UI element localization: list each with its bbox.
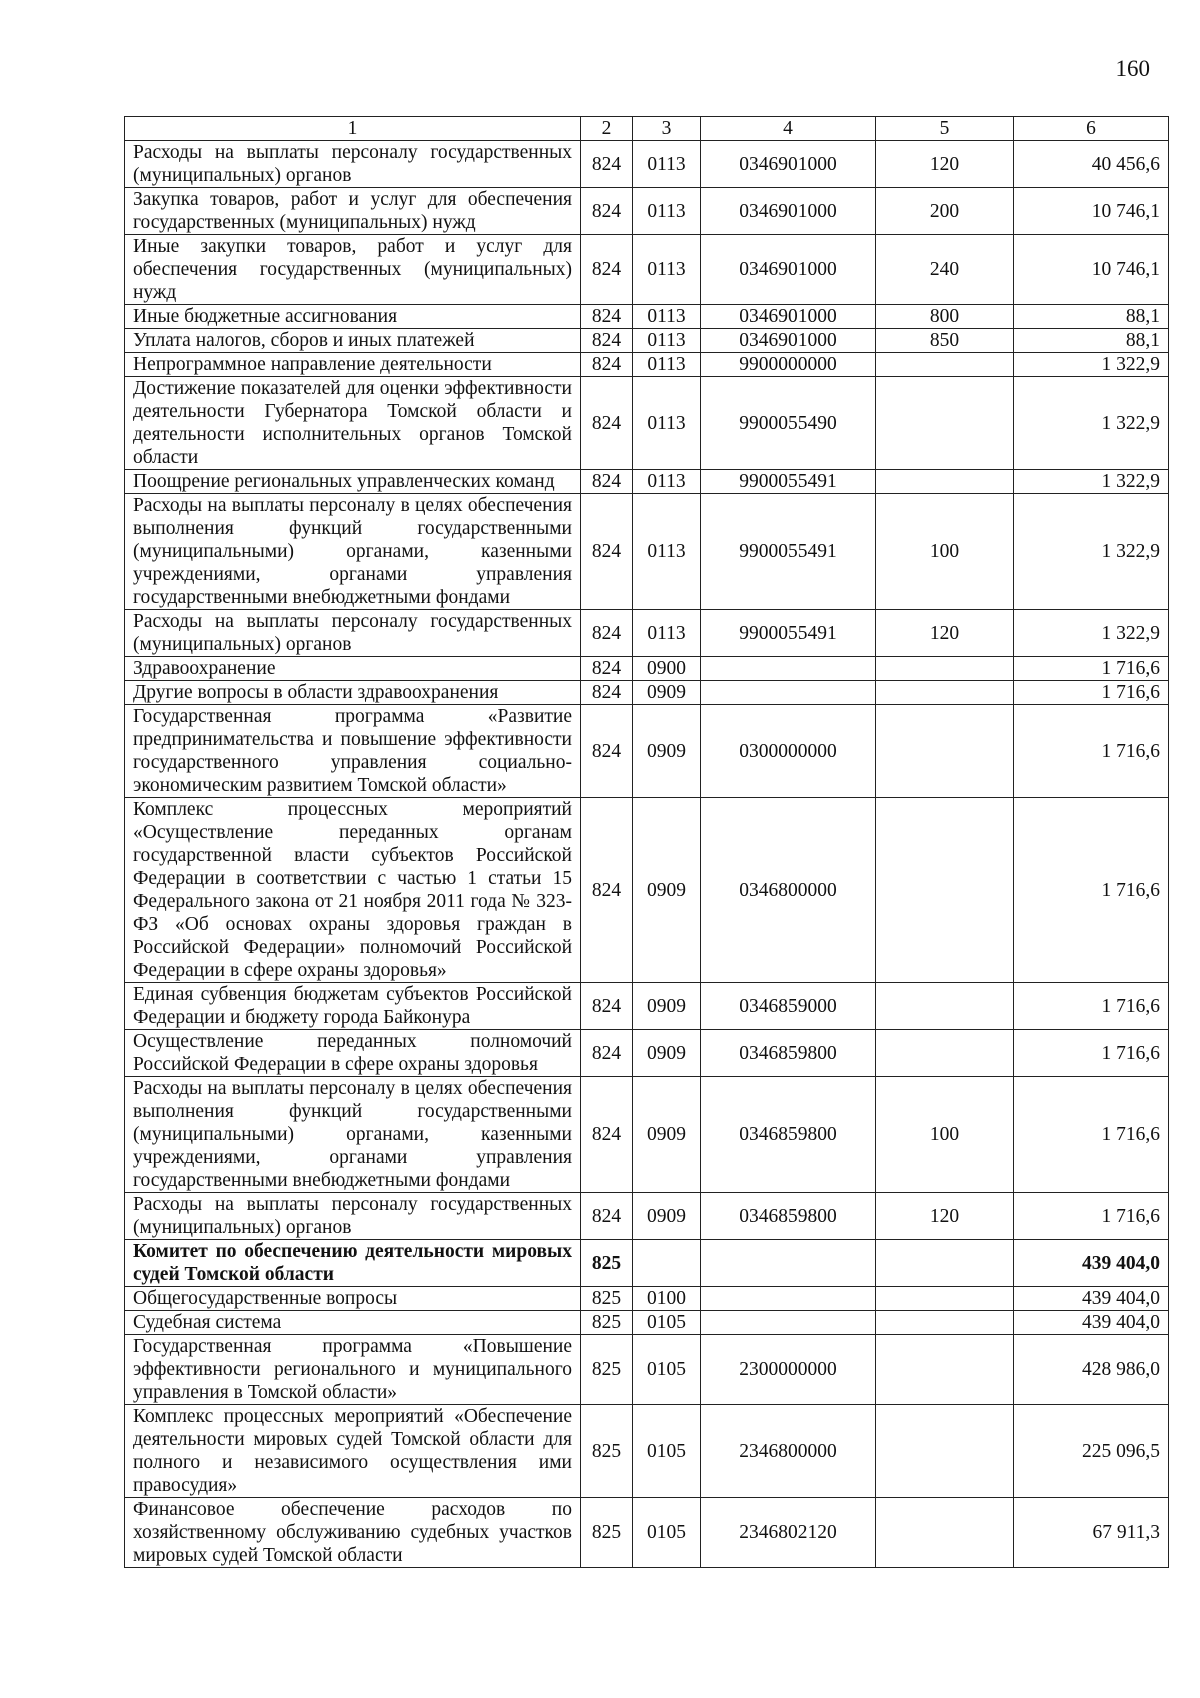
- header-col-2: 2: [581, 117, 633, 141]
- table-body: [125, 141, 1169, 1568]
- cell-section-code: 0105: [633, 1498, 701, 1568]
- cell-name: Комплекс процессных мероприятий «Обеспечение деятельности мировых судей Томской области для полного и независимого осуществления ими правосудия»: [125, 1405, 581, 1498]
- cell-section-code: 0113: [633, 610, 701, 657]
- table-row: [125, 983, 1169, 1030]
- cell-section-code: 0105: [633, 1311, 701, 1335]
- cell-expense-type: [876, 1240, 1014, 1287]
- cell-section-code: 0113: [633, 377, 701, 470]
- cell-section-code: 0113: [633, 305, 701, 329]
- cell-target-article: 0300000000: [701, 705, 876, 798]
- cell-admin-code: 825: [581, 1311, 633, 1335]
- cell-section-code: 0909: [633, 983, 701, 1030]
- cell-amount: 1 322,9: [1014, 610, 1169, 657]
- cell-target-article: 9900055491: [701, 470, 876, 494]
- cell-section-code: 0113: [633, 353, 701, 377]
- cell-admin-code: 824: [581, 1077, 633, 1193]
- cell-target-article: 0346859800: [701, 1077, 876, 1193]
- cell-admin-code: 825: [581, 1405, 633, 1498]
- cell-name: Общегосударственные вопросы: [125, 1287, 581, 1311]
- cell-section-code: 0100: [633, 1287, 701, 1311]
- cell-target-article: 9900055491: [701, 494, 876, 610]
- cell-admin-code: 824: [581, 188, 633, 235]
- table-row: [125, 470, 1169, 494]
- header-col-1: 1: [125, 117, 581, 141]
- table-row: [125, 329, 1169, 353]
- cell-expense-type: 200: [876, 188, 1014, 235]
- cell-admin-code: 824: [581, 470, 633, 494]
- header-col-4: 4: [701, 117, 876, 141]
- cell-target-article: 0346901000: [701, 141, 876, 188]
- cell-target-article: 9900055491: [701, 610, 876, 657]
- cell-target-article: 0346901000: [701, 188, 876, 235]
- cell-section-code: 0113: [633, 235, 701, 305]
- table-row: [125, 141, 1169, 188]
- table-row: [125, 1498, 1169, 1568]
- cell-target-article: 0346859800: [701, 1193, 876, 1240]
- cell-target-article: 9900000000: [701, 353, 876, 377]
- table-row: [125, 235, 1169, 305]
- cell-section-code: 0113: [633, 329, 701, 353]
- cell-expense-type: 800: [876, 305, 1014, 329]
- cell-target-article: 2346802120: [701, 1498, 876, 1568]
- cell-amount: 428 986,0: [1014, 1335, 1169, 1405]
- cell-expense-type: [876, 798, 1014, 983]
- cell-name: Расходы на выплаты персоналу государственных (муниципальных) органов: [125, 141, 581, 188]
- cell-admin-code: 824: [581, 983, 633, 1030]
- cell-name: Единая субвенция бюджетам субъектов Российской Федерации и бюджету города Байконура: [125, 983, 581, 1030]
- cell-target-article: 0346901000: [701, 305, 876, 329]
- table-row: [125, 1405, 1169, 1498]
- cell-name: Расходы на выплаты персоналу в целях обеспечения выполнения функций государственными (муниципальными) органами, казенными учреждениями, органами управления государственными внебюджетными фондами: [125, 494, 581, 610]
- table-row: [125, 188, 1169, 235]
- cell-expense-type: 850: [876, 329, 1014, 353]
- cell-expense-type: [876, 1498, 1014, 1568]
- cell-expense-type: 120: [876, 610, 1014, 657]
- cell-name: Расходы на выплаты персоналу государственных (муниципальных) органов: [125, 610, 581, 657]
- cell-expense-type: [876, 657, 1014, 681]
- table-row: [125, 657, 1169, 681]
- cell-admin-code: 824: [581, 141, 633, 188]
- cell-section-code: [633, 1240, 701, 1287]
- cell-section-code: 0113: [633, 188, 701, 235]
- cell-amount: 10 746,1: [1014, 235, 1169, 305]
- cell-section-code: 0909: [633, 681, 701, 705]
- cell-admin-code: 824: [581, 681, 633, 705]
- cell-expense-type: [876, 681, 1014, 705]
- cell-amount: 439 404,0: [1014, 1240, 1169, 1287]
- cell-section-code: 0909: [633, 1077, 701, 1193]
- cell-name: Здравоохранение: [125, 657, 581, 681]
- cell-name: Судебная система: [125, 1311, 581, 1335]
- table-row: [125, 798, 1169, 983]
- cell-expense-type: [876, 1335, 1014, 1405]
- cell-name: Поощрение региональных управленческих команд: [125, 470, 581, 494]
- table-row: [125, 705, 1169, 798]
- cell-target-article: 2346800000: [701, 1405, 876, 1498]
- cell-name: Осуществление переданных полномочий Российской Федерации в сфере охраны здоровья: [125, 1030, 581, 1077]
- cell-section-code: 0113: [633, 494, 701, 610]
- cell-section-code: 0105: [633, 1335, 701, 1405]
- cell-admin-code: 824: [581, 705, 633, 798]
- cell-expense-type: [876, 1405, 1014, 1498]
- cell-admin-code: 824: [581, 1193, 633, 1240]
- table-row: [125, 377, 1169, 470]
- table-row: [125, 353, 1169, 377]
- cell-admin-code: 824: [581, 657, 633, 681]
- cell-section-code: 0900: [633, 657, 701, 681]
- cell-amount: 1 716,6: [1014, 681, 1169, 705]
- cell-target-article: 9900055490: [701, 377, 876, 470]
- table-row: [125, 1335, 1169, 1405]
- cell-amount: 1 322,9: [1014, 470, 1169, 494]
- cell-amount: 439 404,0: [1014, 1311, 1169, 1335]
- cell-expense-type: [876, 705, 1014, 798]
- cell-expense-type: 100: [876, 494, 1014, 610]
- cell-admin-code: 824: [581, 798, 633, 983]
- cell-amount: 1 322,9: [1014, 377, 1169, 470]
- cell-target-article: [701, 657, 876, 681]
- cell-expense-type: 120: [876, 141, 1014, 188]
- cell-name: Другие вопросы в области здравоохранения: [125, 681, 581, 705]
- cell-amount: 10 746,1: [1014, 188, 1169, 235]
- cell-admin-code: 824: [581, 353, 633, 377]
- cell-amount: 40 456,6: [1014, 141, 1169, 188]
- cell-amount: 1 716,6: [1014, 705, 1169, 798]
- cell-section-code: 0105: [633, 1405, 701, 1498]
- cell-admin-code: 824: [581, 494, 633, 610]
- cell-expense-type: [876, 1287, 1014, 1311]
- table-row: [125, 1287, 1169, 1311]
- budget-table: [124, 116, 1169, 1568]
- table-row: [125, 1077, 1169, 1193]
- cell-expense-type: [876, 1030, 1014, 1077]
- cell-amount: 1 716,6: [1014, 1077, 1169, 1193]
- cell-name: Достижение показателей для оценки эффективности деятельности Губернатора Томской области и деятельности исполнительных органов Томской области: [125, 377, 581, 470]
- cell-admin-code: 824: [581, 1030, 633, 1077]
- cell-target-article: [701, 681, 876, 705]
- cell-admin-code: 825: [581, 1287, 633, 1311]
- cell-section-code: 0909: [633, 1030, 701, 1077]
- cell-name: Государственная программа «Повышение эффективности регионального и муниципального управления в Томской области»: [125, 1335, 581, 1405]
- cell-target-article: 0346800000: [701, 798, 876, 983]
- cell-name: Комитет по обеспечению деятельности мировых судей Томской области: [125, 1240, 581, 1287]
- cell-expense-type: [876, 1311, 1014, 1335]
- page-number: 160: [1115, 56, 1150, 81]
- cell-section-code: 0113: [633, 141, 701, 188]
- cell-amount: 1 716,6: [1014, 657, 1169, 681]
- cell-section-code: 0909: [633, 1193, 701, 1240]
- cell-name: Уплата налогов, сборов и иных платежей: [125, 329, 581, 353]
- cell-name: Расходы на выплаты персоналу в целях обеспечения выполнения функций государственными (муниципальными) органами, казенными учреждениями, органами управления государственными внебюджетными фондами: [125, 1077, 581, 1193]
- cell-expense-type: [876, 470, 1014, 494]
- cell-section-code: 0909: [633, 798, 701, 983]
- cell-target-article: 2300000000: [701, 1335, 876, 1405]
- cell-amount: 439 404,0: [1014, 1287, 1169, 1311]
- cell-admin-code: 825: [581, 1240, 633, 1287]
- cell-section-code: 0113: [633, 470, 701, 494]
- cell-target-article: [701, 1311, 876, 1335]
- cell-amount: 88,1: [1014, 305, 1169, 329]
- cell-expense-type: 100: [876, 1077, 1014, 1193]
- cell-admin-code: 824: [581, 305, 633, 329]
- cell-name: Иные закупки товаров, работ и услуг для обеспечения государственных (муниципальных) нужд: [125, 235, 581, 305]
- cell-target-article: [701, 1240, 876, 1287]
- cell-admin-code: 825: [581, 1498, 633, 1568]
- cell-amount: 88,1: [1014, 329, 1169, 353]
- cell-admin-code: 824: [581, 377, 633, 470]
- cell-amount: 1 716,6: [1014, 983, 1169, 1030]
- cell-admin-code: 824: [581, 329, 633, 353]
- cell-name: Иные бюджетные ассигнования: [125, 305, 581, 329]
- cell-target-article: 0346901000: [701, 235, 876, 305]
- table-row: [125, 610, 1169, 657]
- header-col-6: 6: [1014, 117, 1169, 141]
- table-row: [125, 681, 1169, 705]
- cell-amount: 225 096,5: [1014, 1405, 1169, 1498]
- cell-name: Непрограммное направление деятельности: [125, 353, 581, 377]
- cell-admin-code: 825: [581, 1335, 633, 1405]
- table-row: [125, 1030, 1169, 1077]
- table-row: [125, 1311, 1169, 1335]
- cell-target-article: 0346859000: [701, 983, 876, 1030]
- cell-amount: 1 322,9: [1014, 494, 1169, 610]
- cell-amount: 1 716,6: [1014, 1193, 1169, 1240]
- table-row: [125, 494, 1169, 610]
- cell-expense-type: 120: [876, 1193, 1014, 1240]
- cell-target-article: 0346859800: [701, 1030, 876, 1077]
- cell-name: Государственная программа «Развитие предпринимательства и повышение эффективности государственного управления социально-экономическим развитием Томской области»: [125, 705, 581, 798]
- cell-name: Финансовое обеспечение расходов по хозяйственному обслуживанию судебных участков мировых судей Томской области: [125, 1498, 581, 1568]
- cell-expense-type: [876, 377, 1014, 470]
- cell-section-code: 0909: [633, 705, 701, 798]
- header-col-3: 3: [633, 117, 701, 141]
- cell-amount: 1 716,6: [1014, 1030, 1169, 1077]
- table-row: [125, 305, 1169, 329]
- cell-target-article: [701, 1287, 876, 1311]
- cell-name: Комплекс процессных мероприятий «Осуществление переданных органам государственной власти субъектов Российской Федерации в соответствии с частью 1 статьи 15 Федерального закона от 21 ноября 2011 года № 323-ФЗ «Об основах охраны здоровья граждан в Российской Федерации» полномочий Российской Федерации в сфере охраны здоровья»: [125, 798, 581, 983]
- cell-expense-type: [876, 353, 1014, 377]
- cell-name: Закупка товаров, работ и услуг для обеспечения государственных (муниципальных) нужд: [125, 188, 581, 235]
- cell-name: Расходы на выплаты персоналу государственных (муниципальных) органов: [125, 1193, 581, 1240]
- cell-expense-type: [876, 983, 1014, 1030]
- cell-amount: 1 716,6: [1014, 798, 1169, 983]
- table-row: [125, 1193, 1169, 1240]
- table-row: [125, 1240, 1169, 1287]
- cell-amount: 67 911,3: [1014, 1498, 1169, 1568]
- cell-target-article: 0346901000: [701, 329, 876, 353]
- table-header-row: [125, 117, 1169, 141]
- header-col-5: 5: [876, 117, 1014, 141]
- cell-admin-code: 824: [581, 610, 633, 657]
- cell-amount: 1 322,9: [1014, 353, 1169, 377]
- cell-admin-code: 824: [581, 235, 633, 305]
- cell-expense-type: 240: [876, 235, 1014, 305]
